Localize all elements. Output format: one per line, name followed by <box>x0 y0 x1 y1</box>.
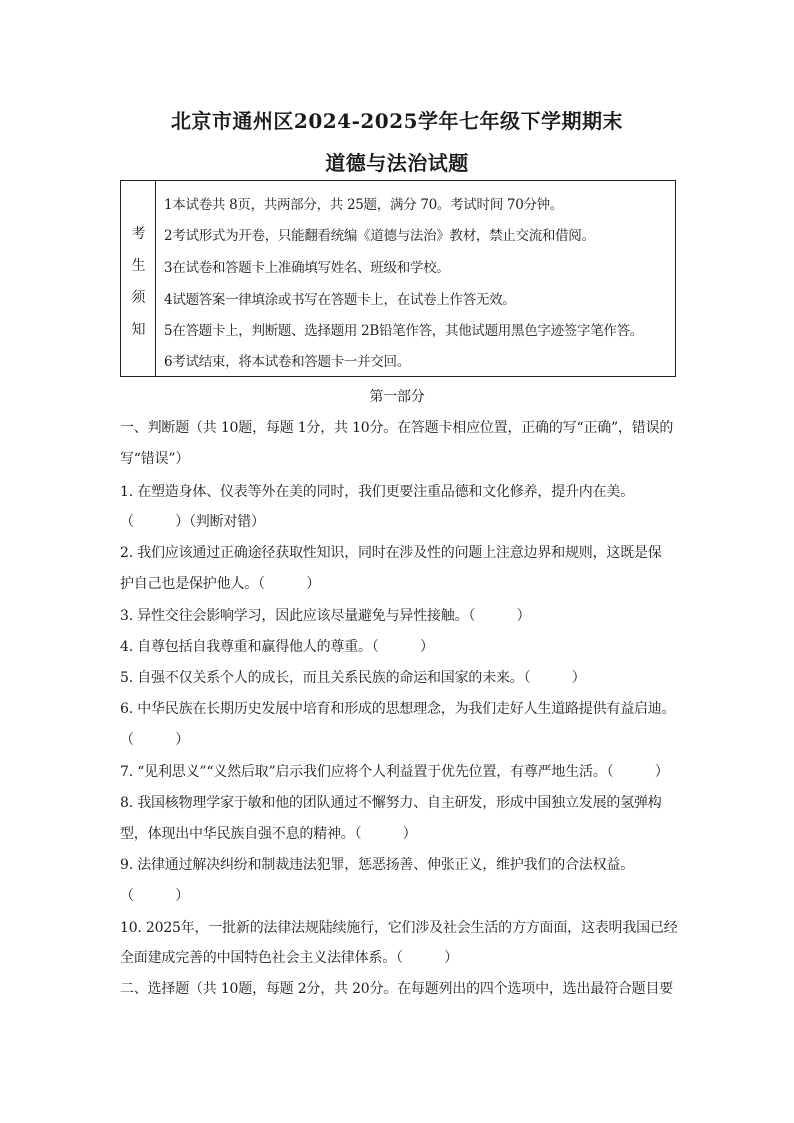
notice-item: 1本试卷共 8页，共两部分，共 25题，满分 70。考试时间 70分钟。 <box>164 197 564 213</box>
question-4: 4. 自尊包括自我尊重和赢得他人的尊重。（ ） <box>120 639 434 655</box>
question-2: 2. 我们应该通过正确途径获取性知识，同时在涉及性的问题上注意边界和规则，这既是保 <box>120 545 662 561</box>
section-instructions: 二、选择题（共 10题，每题 2分，共 20分。在每题列出的四个选项中，选出最符合题目要 <box>120 981 674 997</box>
question-10: 10. 2025年，一批新的法律法规陆续施行，它们涉及社会生活的方方面面，这表明我国已经 <box>120 920 678 936</box>
question-1: 1. 在塑造身体、仪表等外在美的同时，我们更要注重品德和文化修养，提升内在美。 <box>120 484 635 500</box>
notice-label-char: 生 <box>131 258 146 274</box>
question-9: 9. 法律通过解决纠纷和制裁违法犯罪，惩恶扬善、伸张正义，维护我们的合法权益。 <box>120 857 635 873</box>
notice-item: 6考试结束，将本试卷和答题卡一并交回。 <box>164 354 410 370</box>
question-5: 5. 自强不仅关系个人的成长，而且关系民族的命运和国家的未来。（ ） <box>120 670 586 686</box>
section-instructions: 一、判断题（共 10题，每题 1分，共 10分。在答题卡相应位置，正确的写“正确”，错误的 <box>120 420 674 436</box>
question-3: 3. 异性交往会影响学习，因此应该尽量避免与异性接触。（ ） <box>120 608 531 624</box>
notice-label <box>121 181 156 376</box>
question-8-cont: 型，体现出中华民族自强不息的精神。（ ） <box>120 826 417 842</box>
part-heading: 第一部分 <box>369 389 425 405</box>
question-6: 6. 中华民族在长期历史发展中培育和形成的思想理念，为我们走好人生道路提供有益启迪。 <box>120 701 676 717</box>
notice-item: 4试题答案一律填涂或书写在答题卡上，在试卷上作答无效。 <box>164 292 516 308</box>
question-10-cont: 全面建成完善的中国特色社会主义法律体系。（ ） <box>120 950 458 966</box>
notice-item: 2考试形式为开卷，只能翻看统编《道德与法治》教材，禁止交流和借阅。 <box>164 228 595 244</box>
question-1-answer: （ ）（判断对错） <box>120 514 265 530</box>
question-2-cont: 护自己也是保护他人。（ ） <box>120 576 320 592</box>
notice-label-char: 考 <box>131 226 146 242</box>
notice-label-char: 须 <box>131 290 146 306</box>
question-6-answer: （ ） <box>120 732 189 748</box>
exam-title: 北京市通州区2024-2025学年七年级下学期期末 <box>170 109 624 133</box>
notice-item: 3在试卷和答题卡上准确填写姓名、班级和学校。 <box>164 260 450 276</box>
question-8: 8. 我国核物理学家于敏和他的团队通过不懈努力、自主研发，形成中国独立发展的氢弹构 <box>120 795 662 811</box>
exam-notice-box <box>120 180 676 377</box>
exam-subtitle: 道德与法治试题 <box>325 151 469 175</box>
notice-item: 5在答题卡上，判断题、选择题用 2B铅笔作答，其他试题用黑色字迹签字笔作答。 <box>164 323 643 339</box>
question-9-answer: （ ） <box>120 888 189 904</box>
question-7: 7. “见利思义”“义然后取”启示我们应将个人利益置于优先位置，有尊严地生活。（ ） <box>120 764 669 780</box>
section-instructions: 写“错误”） <box>120 451 190 467</box>
notice-label-char: 知 <box>131 322 146 338</box>
